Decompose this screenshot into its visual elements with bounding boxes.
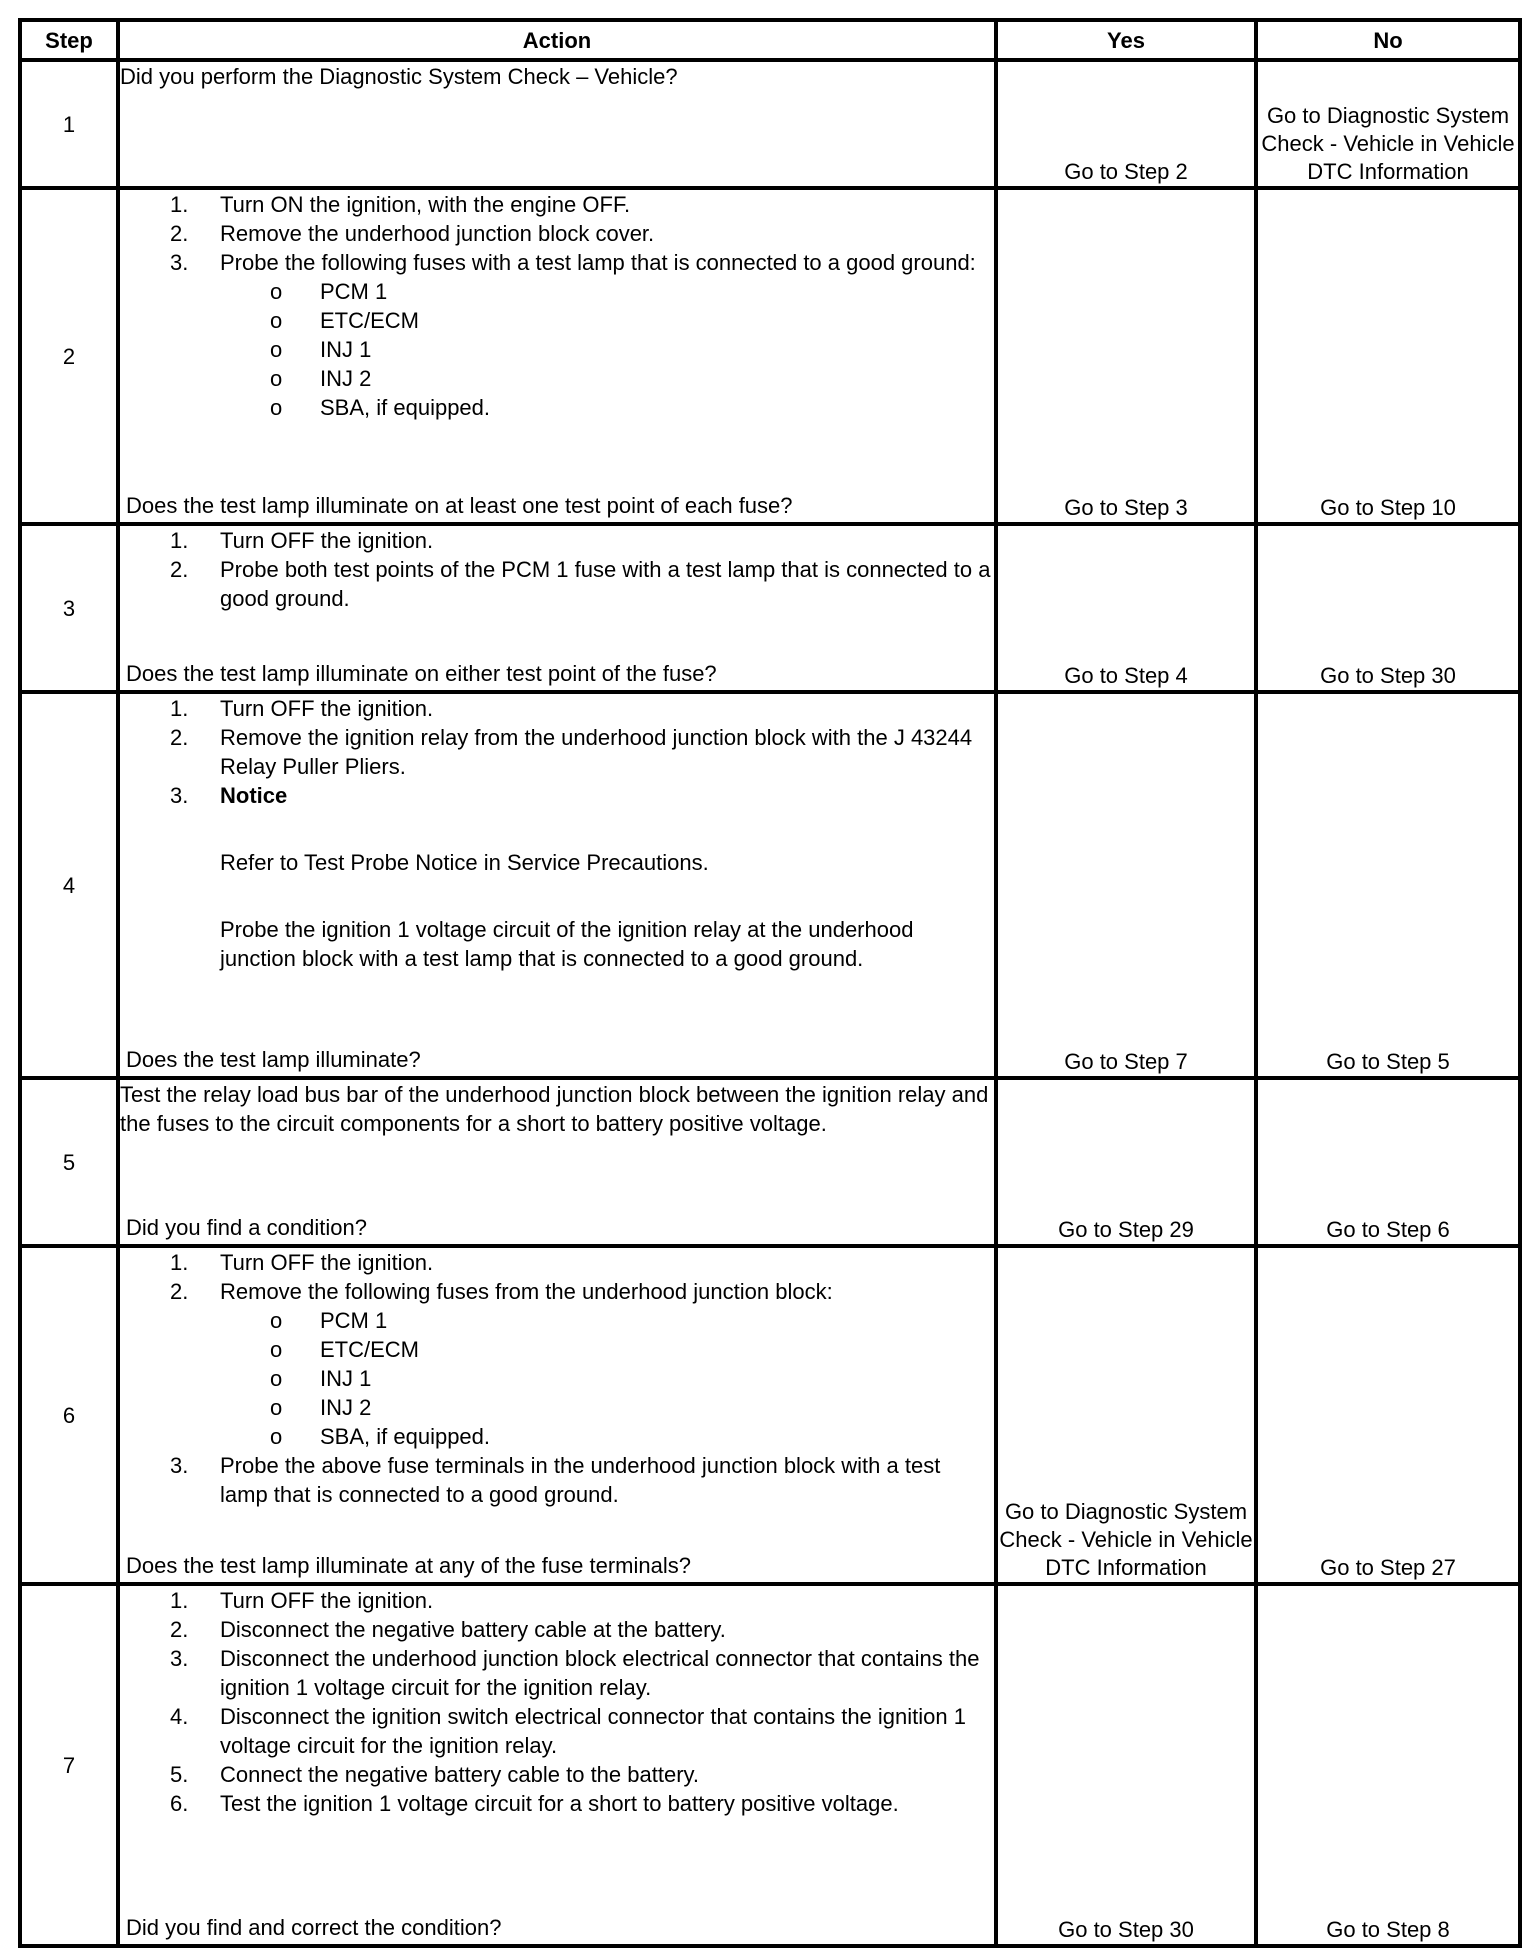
bullet-marker: o [270, 1366, 283, 1391]
action-cell [118, 1584, 996, 1946]
no-cell: Go to Step 27 [1256, 1246, 1520, 1584]
step-marker: 2. [170, 221, 189, 246]
step-text: Turn ON the ignition, with the engine OFF. [220, 192, 631, 217]
action-steps [120, 694, 994, 973]
step-marker: 2. [170, 1279, 189, 1304]
diagnostic-table [18, 18, 1522, 1948]
step-marker: 4. [170, 1704, 189, 1729]
fuse-text: PCM 1 [320, 1308, 388, 1333]
step-marker: 1. [170, 528, 189, 553]
fuse-item [220, 1306, 994, 1335]
bullet-marker: o [270, 1308, 283, 1333]
yes-cell: Go to Step 7 [996, 692, 1256, 1078]
table-row [20, 1584, 1520, 1946]
header-row [20, 20, 1520, 60]
bullet-marker: o [270, 366, 283, 391]
fuse-text: ETC/ECM [320, 1337, 419, 1362]
yes-cell: Go to Diagnostic System Check - Vehicle in Vehicle DTC Information [996, 1246, 1256, 1584]
bullet-marker: o [270, 337, 283, 362]
action-cell [118, 188, 996, 524]
fuse-text: SBA, if equipped. [320, 395, 491, 420]
bullet-marker: o [270, 1395, 283, 1420]
action-step [120, 1586, 994, 1615]
fuse-list [220, 277, 994, 422]
bullet-marker: o [270, 395, 283, 420]
action-cell [118, 524, 996, 692]
action-step [120, 555, 994, 613]
step-marker: 3. [170, 1646, 189, 1671]
step-marker: 1. [170, 1250, 189, 1275]
bullet-marker: o [270, 279, 283, 304]
step-marker: 6. [170, 1791, 189, 1816]
question-text: Does the test lamp illuminate on either test point of the fuse? [126, 661, 717, 686]
step-marker: 5. [170, 1762, 189, 1787]
action-step [120, 1702, 994, 1760]
action-steps [120, 1586, 994, 1818]
table-row [20, 692, 1520, 1078]
fuse-text: SBA, if equipped. [320, 1424, 491, 1449]
step-marker: 1. [170, 192, 189, 217]
table-row [20, 1078, 1520, 1246]
step-text: Remove the underhood junction block cover. [220, 221, 655, 246]
step-number: 2 [20, 188, 118, 524]
action-cell [118, 60, 996, 188]
step-text: Turn OFF the ignition. [220, 1250, 434, 1275]
step-text: Connect the negative battery cable to the battery. [220, 1762, 700, 1787]
action-steps [120, 190, 994, 422]
action-step [120, 1248, 994, 1277]
fuse-item [220, 393, 994, 422]
fuse-item [220, 364, 994, 393]
bullet-marker: o [270, 1337, 283, 1362]
step-number: 7 [20, 1584, 118, 1946]
action-step [120, 723, 994, 781]
action-cell [118, 1246, 996, 1584]
step-text: Probe the above fuse terminals in the underhood junction block with a test lamp that is connected to a good ground. [220, 1453, 941, 1507]
step-marker: 2. [170, 725, 189, 750]
action-steps [120, 1248, 994, 1509]
step-marker: 3. [170, 783, 189, 808]
notice-title: Notice [220, 783, 288, 808]
bullet-marker: o [270, 1424, 283, 1449]
table-row [20, 60, 1520, 188]
action-step [120, 1789, 994, 1818]
action-step [120, 219, 994, 248]
fuse-text: PCM 1 [320, 279, 388, 304]
table-row [20, 188, 1520, 524]
header-action: Action [118, 20, 996, 60]
step-text: Disconnect the negative battery cable at the battery. [220, 1617, 726, 1642]
step-text: Test the ignition 1 voltage circuit for a short to battery positive voltage. [220, 1791, 899, 1816]
step-marker: 1. [170, 1588, 189, 1613]
step-text: Probe the following fuses with a test lamp that is connected to a good ground: [220, 250, 976, 275]
action-cell [118, 1078, 996, 1246]
no-cell: Go to Step 5 [1256, 692, 1520, 1078]
step-number: 5 [20, 1078, 118, 1246]
step-marker: 1. [170, 696, 189, 721]
fuse-item [220, 1393, 994, 1422]
step-number: 6 [20, 1246, 118, 1584]
yes-cell: Go to Step 4 [996, 524, 1256, 692]
fuse-text: INJ 1 [320, 337, 372, 362]
no-cell: Go to Step 30 [1256, 524, 1520, 692]
fuse-text: ETC/ECM [320, 308, 419, 333]
fuse-item [220, 1364, 994, 1393]
header-yes: Yes [996, 20, 1256, 60]
fuse-item [220, 1335, 994, 1364]
header-no: No [1256, 20, 1520, 60]
action-steps [120, 526, 994, 613]
fuse-text: INJ 2 [320, 1395, 372, 1420]
step-text: Turn OFF the ignition. [220, 696, 434, 721]
step-number: 1 [20, 60, 118, 188]
yes-cell: Go to Step 2 [996, 60, 1256, 188]
fuse-text: INJ 1 [320, 1366, 372, 1391]
no-cell: Go to Step 8 [1256, 1584, 1520, 1946]
fuse-text: INJ 2 [320, 366, 372, 391]
question-text: Does the test lamp illuminate at any of the fuse terminals? [126, 1553, 691, 1578]
yes-cell: Go to Step 30 [996, 1584, 1256, 1946]
step-marker: 3. [170, 250, 189, 275]
notice-text: Refer to Test Probe Notice in Service Precautions. [220, 850, 709, 875]
action-step [120, 1644, 994, 1702]
step-text: Remove the following fuses from the underhood junction block: [220, 1279, 833, 1304]
question-text: Does the test lamp illuminate on at least one test point of each fuse? [126, 493, 793, 518]
action-step [120, 248, 994, 422]
step-number: 4 [20, 692, 118, 1078]
action-step [120, 781, 994, 973]
question-text: Did you find a condition? [126, 1215, 367, 1240]
bullet-marker: o [270, 308, 283, 333]
action-step [120, 694, 994, 723]
fuse-item [220, 335, 994, 364]
no-cell: Go to Step 6 [1256, 1078, 1520, 1246]
action-cell [118, 692, 996, 1078]
step-text: Probe both test points of the PCM 1 fuse with a test lamp that is connected to a good ground. [220, 557, 991, 611]
action-step [120, 190, 994, 219]
step-text: Turn OFF the ignition. [220, 528, 434, 553]
action-text: Did you perform the Diagnostic System Check – Vehicle? [120, 64, 678, 89]
header-step: Step [20, 20, 118, 60]
step-marker: 3. [170, 1453, 189, 1478]
fuse-item [220, 1422, 994, 1451]
table-row [20, 524, 1520, 692]
action-text: Test the relay load bus bar of the underhood junction block between the ignition relay and the fuses to the circuit components for a short to battery positive voltage. [120, 1082, 989, 1136]
step-text: Disconnect the ignition switch electrical connector that contains the ignition 1 voltage circuit for the ignition relay. [220, 1704, 966, 1758]
step-text: Disconnect the underhood junction block electrical connector that contains the ignition 1 voltage circuit for the ignition relay. [220, 1646, 980, 1700]
fuse-list [220, 1306, 994, 1451]
step-text: Turn OFF the ignition. [220, 1588, 434, 1613]
action-step [120, 1615, 994, 1644]
question-text: Did you find and correct the condition? [126, 1915, 502, 1940]
step-text: Remove the ignition relay from the underhood junction block with the J 43244 Relay Puller Pliers. [220, 725, 973, 779]
fuse-item [220, 277, 994, 306]
yes-cell: Go to Step 3 [996, 188, 1256, 524]
question-text: Does the test lamp illuminate? [126, 1047, 421, 1072]
no-cell: Go to Diagnostic System Check - Vehicle in Vehicle DTC Information [1256, 60, 1520, 188]
table-row [20, 1246, 1520, 1584]
yes-cell: Go to Step 29 [996, 1078, 1256, 1246]
probe-text: Probe the ignition 1 voltage circuit of the ignition relay at the underhood junction block with a test lamp that is connected to a good ground. [220, 917, 914, 971]
action-step [120, 1451, 994, 1509]
fuse-item [220, 306, 994, 335]
action-step [120, 1277, 994, 1451]
step-marker: 2. [170, 1617, 189, 1642]
action-step [120, 1760, 994, 1789]
step-number: 3 [20, 524, 118, 692]
action-step [120, 526, 994, 555]
step-marker: 2. [170, 557, 189, 582]
no-cell: Go to Step 10 [1256, 188, 1520, 524]
